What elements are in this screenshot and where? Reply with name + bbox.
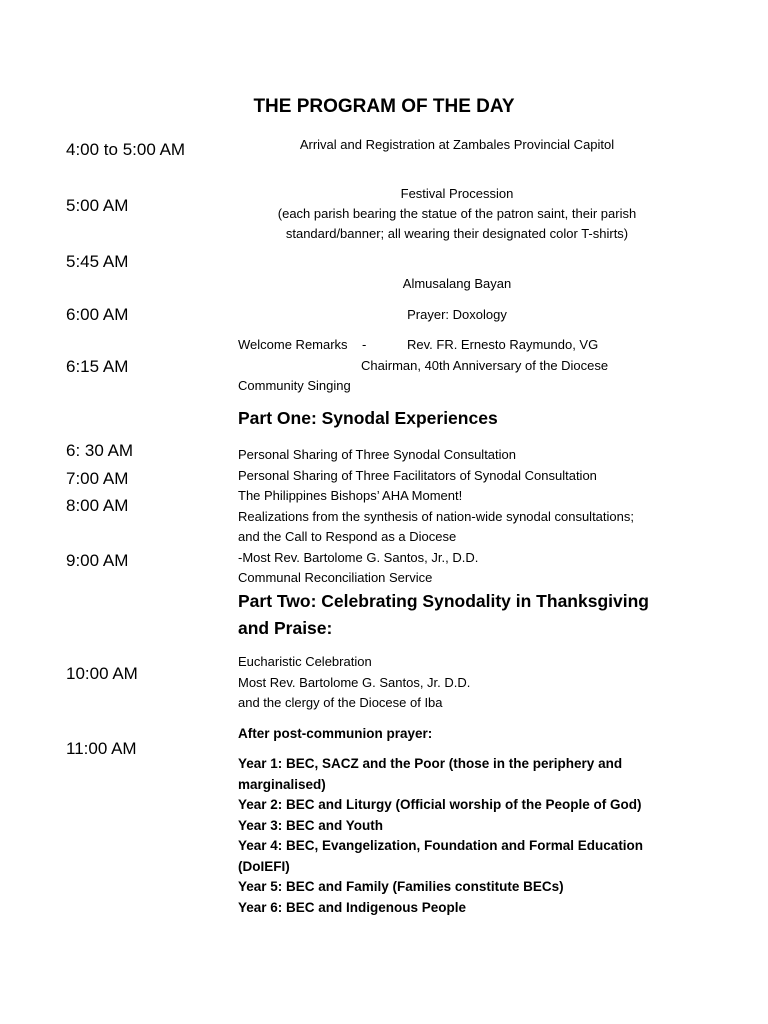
welcome-speaker: Rev. FR. Ernesto Raymundo, VG bbox=[407, 337, 599, 352]
year-item: Year 4: BEC, Evangelization, Foundation and Formal Education bbox=[238, 838, 644, 853]
time-9am: 9:00 AM bbox=[66, 551, 129, 570]
community-singing: Community Singing bbox=[238, 378, 351, 393]
list-item: Personal Sharing of Three Facilitators of Synodal Consultation bbox=[238, 467, 597, 483]
after-communion-label: After post-communion prayer: bbox=[238, 726, 433, 741]
part-two-heading: Part Two: Celebrating Synodality in Thanksgiving and Praise: bbox=[238, 591, 649, 638]
prayer-text: Prayer: Doxology bbox=[407, 307, 507, 322]
time-5am: 5:00 AM bbox=[66, 196, 129, 215]
time-615am: 6:15 AM bbox=[66, 357, 129, 376]
year-list bbox=[238, 754, 643, 918]
time-6am: 6:00 AM bbox=[66, 305, 129, 324]
time-630am: 6: 30 AM bbox=[66, 441, 134, 460]
welcome-role: Chairman, 40th Anniversary of the Diocese bbox=[361, 358, 609, 373]
procession-desc-1: (each parish bearing the statue of the patron saint, their parish bbox=[277, 206, 637, 221]
list-item: Personal Sharing of Three Synodal Consultation bbox=[238, 447, 516, 462]
list-item: Realizations from the synthesis of nation-wide synodal consultations; bbox=[238, 508, 634, 524]
part-one-list bbox=[238, 445, 634, 589]
page-title: THE PROGRAM OF THE DAY bbox=[253, 96, 515, 117]
part-one-heading: Part One: Synodal Experiences bbox=[238, 408, 498, 428]
list-item: and the Call to Respond as a Diocese bbox=[238, 529, 457, 544]
year-item: Year 5: BEC and Family (Families constitute BECs) bbox=[238, 879, 564, 894]
procession-desc-2: standard/banner; all wearing their designated color T-shirts) bbox=[285, 226, 629, 241]
part-two-list bbox=[238, 652, 470, 714]
year-item: marginalised) bbox=[238, 776, 326, 792]
procession-block bbox=[238, 184, 676, 244]
list-item: Eucharistic Celebration bbox=[238, 654, 372, 669]
almusalang-text: Almusalang Bayan bbox=[402, 276, 512, 291]
year-item: Year 2: BEC and Liturgy (Official worship of the People of God) bbox=[238, 797, 642, 812]
time-4-5am: 4:00 to 5:00 AM bbox=[66, 140, 186, 159]
welcome-label: Welcome Remarks bbox=[238, 337, 348, 352]
time-10am: 10:00 AM bbox=[66, 664, 138, 683]
list-item: -Most Rev. Bartolome G. Santos, Jr., D.D. bbox=[238, 549, 479, 565]
list-item: The Philippines Bishops’ AHA Moment! bbox=[238, 488, 463, 503]
time-8am: 8:00 AM bbox=[66, 496, 129, 515]
year-item: Year 6: BEC and Indigenous People bbox=[238, 899, 467, 915]
time-7am: 7:00 AM bbox=[66, 469, 129, 488]
year-item: Year 1: BEC, SACZ and the Poor (those in the periphery and bbox=[238, 756, 623, 771]
arrival-text: Arrival and Registration at Zambales Provincial Capitol bbox=[299, 137, 615, 152]
year-item: (DoIEFI) bbox=[238, 858, 290, 874]
welcome-dash: - bbox=[362, 337, 367, 352]
list-item: Communal Reconciliation Service bbox=[238, 570, 433, 585]
list-item: and the clergy of the Diocese of Iba bbox=[238, 695, 443, 710]
list-item: Most Rev. Bartolome G. Santos, Jr. D.D. bbox=[238, 674, 471, 690]
time-11am: 11:00 AM bbox=[66, 739, 137, 758]
time-545am: 5:45 AM bbox=[66, 252, 129, 271]
year-item: Year 3: BEC and Youth bbox=[238, 817, 384, 833]
procession-title: Festival Procession bbox=[400, 186, 514, 201]
